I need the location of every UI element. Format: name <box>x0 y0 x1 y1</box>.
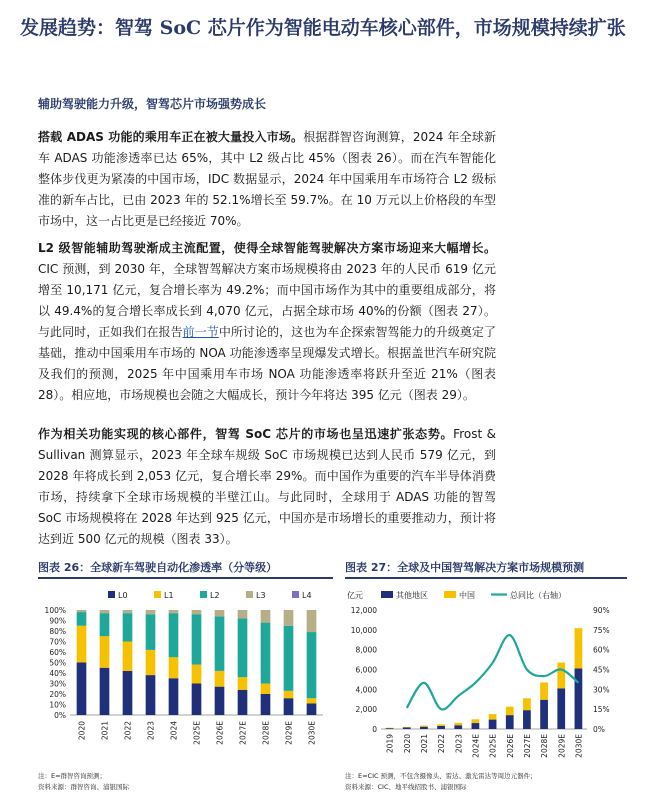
x-tick-label: 2027E <box>522 734 532 758</box>
x-tick-label: 2024E <box>471 734 481 758</box>
legend-swatch-china <box>444 591 456 598</box>
bar-segment-中国-2030E <box>575 628 583 668</box>
bar-segment-其他地区-2025E <box>489 720 497 729</box>
bar-segment-L1-2030E <box>307 698 317 703</box>
bar-segment-L1-2027E <box>238 677 248 690</box>
bar-segment-其他地区-2026E <box>506 715 514 729</box>
paragraph-adas-adoption <box>38 127 496 232</box>
legend-swatch-L2 <box>200 591 207 598</box>
bar-segment-L3-2023 <box>146 610 156 614</box>
bar-segment-其他地区-2021 <box>420 727 428 729</box>
paragraph-body: CIC 预测，到 2030 年，全球智驾解决方案市场规模将由 2023 年的人民币 619 亿元增至 10,171 亿元，复合增长率为 49.2%；而中国市场作为其中的重要组成部分，将以 49.4%的复合增长率成长到 4,070 亿元，占据全球市场 40%的份额（图表 27）。与此同时，正如我们在报告 <box>38 262 496 339</box>
y-tick-label: 40% <box>49 669 66 678</box>
x-tick-label: 2019 <box>385 734 395 754</box>
bar-segment-L2-2028E <box>261 623 271 684</box>
bar-segment-L3-2024 <box>169 610 179 613</box>
bar-segment-中国-2028E <box>540 682 548 699</box>
y-left-tick-label: 0 <box>372 725 377 734</box>
bar-segment-L0-2026E <box>215 687 225 715</box>
y-left-tick-label: 10,000 <box>350 625 377 635</box>
y-right-tick-label: 30% <box>593 685 610 695</box>
x-tick-label: 2029E <box>557 734 567 758</box>
bar-segment-L1-2026E <box>215 671 225 687</box>
y-tick-label: 30% <box>49 679 66 689</box>
legend-label-other: 其他地区 <box>396 591 428 600</box>
legend-label-L4: L4 <box>302 591 312 600</box>
bar-segment-L1-2022 <box>123 642 133 671</box>
page-title: 发展趋势：智驾 SoC 芯片作为智能电动车核心部件，市场规模持续扩张 <box>20 17 626 39</box>
x-tick-label: 2023 <box>146 721 156 741</box>
x-tick-label: 2026E <box>505 734 515 758</box>
figure-27-rule <box>345 577 627 579</box>
bar-segment-其他地区-2027E <box>523 710 531 729</box>
y-tick-label: 60% <box>49 648 66 657</box>
bar-segment-L2-2023 <box>146 614 156 650</box>
bar-segment-L1-2029E <box>284 691 294 698</box>
x-tick-label: 2028E <box>261 721 271 745</box>
figure-26-source: 资料来源：群智咨询、浦银国际 <box>38 783 129 791</box>
y-left-tick-label: 8,000 <box>355 645 377 655</box>
x-tick-label: 2020 <box>402 734 412 754</box>
bar-segment-L2-2030E <box>307 632 317 698</box>
legend-label-yoy: 总同比（右轴） <box>510 591 566 600</box>
x-tick-label: 2022 <box>437 734 447 754</box>
bar-segment-其他地区-2022 <box>437 726 445 729</box>
yoy-growth-line <box>407 635 579 709</box>
bar-segment-L2-2027E <box>238 618 248 677</box>
legend-swatch-L4 <box>292 591 299 598</box>
y-tick-label: 10% <box>49 700 66 710</box>
bar-segment-L3-2030E <box>307 610 317 632</box>
figure-26-rule <box>38 577 333 579</box>
bar-segment-L0-2022 <box>123 671 133 715</box>
figure-26-chart <box>38 583 333 768</box>
bar-segment-中国-2022 <box>437 724 445 726</box>
legend-swatch-L3 <box>246 591 253 598</box>
bar-segment-L3-2020 <box>77 610 87 612</box>
y-left-tick-label: 6,000 <box>355 665 377 675</box>
paragraph-body: 根据群智咨询测算，2024 年全球新车 ADAS 功能渗透率已达 65%，其中 L2 级占比 45%（图表 26）。而在汽车智能化整体步伐更为紧凑的中国市场，IDC 数据显示，2024 年中国乘用车市场符合 L2 级标准的新车占比，已由 2023 年的 52.1%增长至 59.7%。在 10 万元以上价格段的车型市场中，这一占比更是已经接近 70%。 <box>38 130 496 228</box>
bar-segment-中国-2029E <box>557 663 565 689</box>
bar-segment-中国-2021 <box>420 726 428 727</box>
bar-segment-L0-2030E <box>307 703 317 715</box>
bar-segment-L0-2021 <box>100 668 110 715</box>
x-tick-label: 2025E <box>192 721 202 745</box>
y-tick-label: 70% <box>49 637 66 647</box>
bar-segment-L1-2020 <box>77 626 87 663</box>
legend-swatch-other <box>381 591 393 598</box>
figure-27-source: 资料来源：CIC、地平线招股书、浦银国际 <box>345 783 467 791</box>
x-tick-label: 2028E <box>540 734 550 758</box>
bar-segment-L0-2023 <box>146 675 156 715</box>
x-tick-label: 2021 <box>100 721 110 741</box>
x-tick-label: 2030E <box>307 721 317 745</box>
y-right-tick-label: 45% <box>593 665 610 675</box>
y-tick-label: 0% <box>54 711 66 720</box>
y-tick-label: 100% <box>44 606 66 615</box>
bar-segment-L0-2029E <box>284 698 294 715</box>
y-tick-label: 50% <box>49 658 66 668</box>
x-tick-label: 2025E <box>488 734 498 758</box>
bar-segment-L2-2020 <box>77 612 87 626</box>
x-tick-label: 2023 <box>454 734 464 754</box>
bar-segment-L0-2028E <box>261 694 271 715</box>
bar-segment-其他地区-2023 <box>454 725 462 729</box>
bar-segment-L1-2028E <box>261 684 271 695</box>
bar-segment-L1-2025E <box>192 665 202 684</box>
bar-segment-其他地区-2029E <box>557 688 565 729</box>
figure-27-footer <box>345 771 537 793</box>
bar-segment-中国-2020 <box>403 727 411 728</box>
y-axis-unit: 亿元 <box>347 591 363 600</box>
y-right-tick-label: 90% <box>593 606 610 615</box>
bar-segment-中国-2023 <box>454 723 462 725</box>
bar-segment-中国-2026E <box>506 707 514 715</box>
bar-segment-L2-2021 <box>100 613 110 636</box>
bar-segment-其他地区-2020 <box>403 728 411 729</box>
legend-label-L1: L1 <box>164 591 174 600</box>
x-tick-label: 2021 <box>419 734 429 754</box>
bar-segment-L0-2024 <box>169 678 179 715</box>
bar-segment-L2-2025E <box>192 614 202 664</box>
paragraph-lead: 搭载 ADAS 功能的乘用车正在被大量投入市场。 <box>38 130 304 144</box>
x-tick-label: 2027E <box>238 721 248 745</box>
bar-segment-L0-2025E <box>192 684 202 716</box>
bar-segment-L3-2022 <box>123 610 133 613</box>
bar-segment-L2-2024 <box>169 613 179 657</box>
bar-segment-L0-2027E <box>238 690 248 715</box>
x-tick-label: 2029E <box>284 721 294 745</box>
bar-segment-L1-2021 <box>100 636 110 668</box>
bar-segment-中国-2019 <box>386 728 394 729</box>
bar-segment-L0-2020 <box>77 663 87 716</box>
bar-segment-中国-2027E <box>523 698 531 710</box>
figure-26-footer <box>38 771 129 793</box>
paragraph-body: 中所讨论的，这也为车企探索智驾能力的升级奠定了基础，推动中国乘用车市场的 NOA 功能渗透率呈现爆发式增长。根据盖世汽车研究院及我们的预测，2025 年中国乘用车市场 NOA 功能渗透率将跃升至近 21%（图表 28）。相应地，市场规模也会随之大幅成长，预计今年将达 395 亿元（图表 29）。 <box>38 325 496 402</box>
bar-segment-L3-2027E <box>238 610 248 618</box>
figure-27-note: 注：E=CIC 预测，不包含摄像头、雷达、激光雷达等周边元器件； <box>345 772 537 780</box>
bar-segment-L3-2025E <box>192 610 202 614</box>
y-tick-label: 90% <box>49 616 66 626</box>
paragraph-soc-market <box>38 424 496 550</box>
bar-segment-L3-2026E <box>215 610 225 616</box>
figure-27-chart <box>345 583 630 768</box>
previous-section-link[interactable]: 前一节 <box>182 325 219 339</box>
legend-label-L0: L0 <box>118 591 128 600</box>
bar-segment-其他地区-2030E <box>575 669 583 729</box>
x-tick-label: 2020 <box>77 721 87 741</box>
paragraph-lead: 作为相关功能实现的核心部件，智驾 SoC 芯片的市场也呈迅速扩张态势。 <box>38 427 454 441</box>
legend-swatch-L1 <box>154 591 161 598</box>
legend-label-L2: L2 <box>210 591 220 600</box>
y-right-tick-label: 0% <box>593 725 605 734</box>
y-left-tick-label: 12,000 <box>350 606 377 615</box>
bar-segment-中国-2025E <box>489 714 497 719</box>
x-tick-label: 2026E <box>215 721 225 745</box>
x-tick-label: 2022 <box>123 721 133 741</box>
x-tick-label: 2024 <box>169 721 179 741</box>
y-right-tick-label: 15% <box>593 705 610 715</box>
figure-27-title: 图表 27：全球及中国智驾解决方案市场规模预测 <box>345 561 585 574</box>
y-left-tick-label: 4,000 <box>355 685 377 695</box>
bar-segment-L3-2028E <box>261 610 271 623</box>
bar-segment-L2-2029E <box>284 626 294 691</box>
y-right-tick-label: 60% <box>593 645 610 655</box>
bar-segment-L2-2022 <box>123 613 133 641</box>
bar-segment-L2-2026E <box>215 616 225 671</box>
legend-swatch-L0 <box>108 591 115 598</box>
y-tick-label: 80% <box>49 627 66 636</box>
bar-segment-其他地区-2019 <box>386 728 394 729</box>
paragraph-body: Frost & Sullivan 测算显示，2023 年全球车规级 SoC 市场规模已达到人民币 579 亿元，到 2028 年将成长到 2,053 亿元，复合增长率 29%。而中国作为重要的汽车半导体消费市场，持续拿下全球市场规模的半壁江山。与此同时，全球用于 ADAS 功能的智驾 SoC 市场规模将在 2028 年达到 925 亿元，中国亦是市场增长的重要推动力，预计将达到近 500 亿元的规模（图表 33）。 <box>38 427 497 546</box>
paragraph-lead: L2 级智能辅助驾驶渐成主流配置，使得全球智能驾驶解决方案市场迎来大幅增长。 <box>38 241 496 255</box>
figure-26-title: 图表 26：全球新车驾驶自动化渗透率（分等级） <box>38 561 278 574</box>
bar-segment-L3-2021 <box>100 610 110 613</box>
legend-label-china: 中国 <box>459 591 475 600</box>
bar-segment-其他地区-2028E <box>540 700 548 729</box>
y-right-tick-label: 75% <box>593 625 610 635</box>
legend-label-L3: L3 <box>256 591 266 600</box>
x-tick-label: 2030E <box>574 734 584 758</box>
bar-segment-L1-2023 <box>146 650 156 675</box>
paragraph-l2-market <box>38 238 496 406</box>
bar-segment-其他地区-2024E <box>472 723 480 729</box>
bar-segment-L3-2029E <box>284 610 294 626</box>
section-subheading: 辅助驾驶能力升级，智驾芯片市场强势成长 <box>38 97 267 111</box>
y-left-tick-label: 2,000 <box>355 705 377 715</box>
y-tick-label: 20% <box>49 690 66 699</box>
bar-segment-L1-2024 <box>169 657 179 678</box>
figure-26-note: 注：E=群智咨询预测； <box>38 772 107 780</box>
bar-segment-中国-2024E <box>472 719 480 723</box>
